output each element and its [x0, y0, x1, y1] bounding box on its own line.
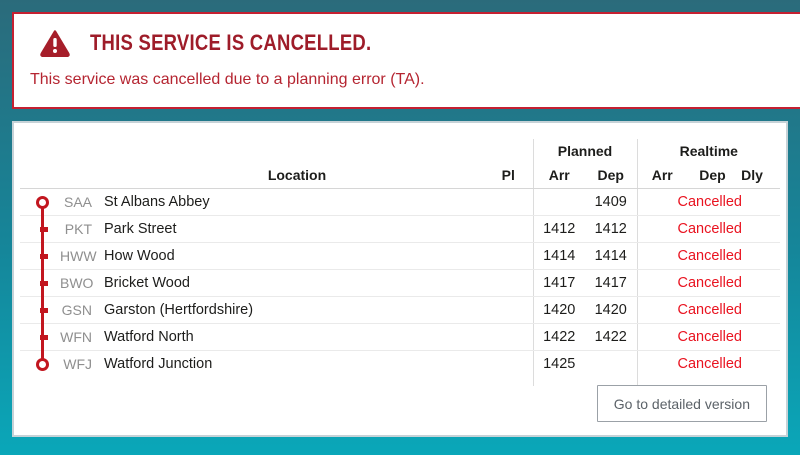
- realtime-status-cell: Cancelled: [637, 350, 738, 377]
- route-stop-marker: [40, 308, 48, 313]
- location-column-header: Location: [100, 162, 490, 188]
- planned-dep-cell: 1412: [585, 215, 637, 242]
- alert-message: This service was cancelled due to a planning error (TA).: [30, 71, 425, 88]
- table-column-header-row: [20, 162, 780, 188]
- station-code: BWO: [60, 269, 100, 296]
- realtime-status-cell: Cancelled: [637, 296, 738, 323]
- cancelled-alert-banner: [12, 12, 800, 109]
- delay-cell: [738, 296, 780, 323]
- station-name: Park Street: [100, 215, 490, 242]
- planned-dep-cell: 1422: [585, 323, 637, 350]
- alert-header: [30, 28, 780, 58]
- planned-arr-cell: [533, 188, 585, 215]
- station-code: WFJ: [63, 355, 92, 372]
- station-code: PKT: [60, 215, 100, 242]
- planned-arr-cell: 1417: [533, 269, 585, 296]
- route-terminus-marker: [36, 358, 49, 371]
- station-row: [20, 323, 780, 350]
- planned-arr-cell: 1422: [533, 323, 585, 350]
- planned-dep-cell: 1417: [585, 269, 637, 296]
- realtime-status-cell: Cancelled: [637, 269, 738, 296]
- station-code: HWW: [60, 242, 100, 269]
- realtime-status-cell: Cancelled: [637, 188, 738, 215]
- route-stop-marker: [40, 335, 48, 340]
- station-name: How Wood: [100, 242, 490, 269]
- station-name: Bricket Wood: [100, 269, 490, 296]
- delay-cell: [738, 215, 780, 242]
- realtime-status-cell: Cancelled: [637, 242, 738, 269]
- realtime-status-cell: Cancelled: [637, 215, 738, 242]
- planned-dep-cell: 1414: [585, 242, 637, 269]
- delay-cell: [738, 323, 780, 350]
- station-row: [20, 350, 780, 377]
- delay-cell: [738, 188, 780, 215]
- route-stop-marker: [40, 281, 48, 286]
- station-name: Watford Junction: [104, 355, 213, 372]
- station-code: GSN: [60, 296, 100, 323]
- delay-cell: [738, 269, 780, 296]
- delay-column-header: Dly: [738, 162, 780, 188]
- planned-dep-cell: [585, 350, 637, 377]
- planned-dep-column-header: Dep: [585, 162, 637, 188]
- platform-column-header: Pl: [490, 162, 533, 188]
- realtime-status-cell: Cancelled: [637, 323, 738, 350]
- realtime-arr-column-header: Arr: [637, 162, 687, 188]
- detailed-version-button[interactable]: Go to detailed version: [597, 385, 767, 422]
- planned-group-header: Planned: [533, 139, 637, 162]
- planned-arr-cell: 1412: [533, 215, 585, 242]
- station-row: [20, 242, 780, 269]
- delay-cell: [738, 242, 780, 269]
- station-name: Garston (Hertfordshire): [100, 296, 490, 323]
- planned-arr-column-header: Arr: [533, 162, 585, 188]
- planned-dep-cell: 1420: [585, 296, 637, 323]
- delay-cell: [738, 350, 780, 377]
- station-name: St Albans Abbey: [100, 188, 490, 215]
- planned-arr-cell: 1420: [533, 296, 585, 323]
- station-row: [20, 269, 780, 296]
- route-origin-marker: [36, 196, 49, 209]
- table-group-header-row: [20, 139, 780, 162]
- service-panel: [12, 121, 788, 437]
- route-stop-marker: [40, 254, 48, 259]
- station-code: SAA: [60, 188, 100, 215]
- planned-arr-cell: 1414: [533, 242, 585, 269]
- station-code: WFN: [60, 323, 100, 350]
- warning-triangle-icon: [40, 30, 70, 57]
- service-stops-table: [20, 139, 780, 386]
- station-row: [20, 296, 780, 323]
- station-name: Watford North: [100, 323, 490, 350]
- station-row: [20, 188, 780, 215]
- planned-arr-cell: 1425: [533, 350, 585, 377]
- realtime-dep-column-header: Dep: [687, 162, 738, 188]
- realtime-group-header: Realtime: [637, 139, 780, 162]
- station-row: [20, 215, 780, 242]
- alert-title: THIS SERVICE IS CANCELLED.: [90, 30, 372, 55]
- planned-dep-cell: 1409: [585, 188, 637, 215]
- route-stop-marker: [40, 227, 48, 232]
